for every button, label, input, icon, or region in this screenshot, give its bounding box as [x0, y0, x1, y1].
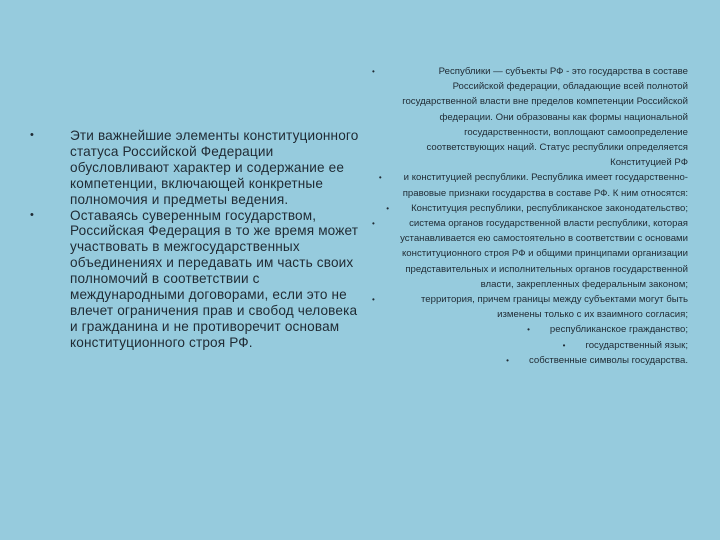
- right-bullet-list: [372, 64, 688, 368]
- list-item-text: собственные символы государства.: [528, 354, 688, 366]
- bullet-icon: •: [372, 295, 375, 305]
- list-item: [372, 170, 688, 200]
- bullet-icon: •: [527, 325, 530, 335]
- bullet-icon: •: [372, 219, 375, 229]
- list-item: [372, 216, 688, 292]
- bullet-icon: •: [372, 67, 375, 76]
- list-item-text: территория, причем границы между субъектами могут быть изменены только с их взаимного согласия;: [421, 294, 688, 321]
- bullet-icon: •: [30, 129, 35, 141]
- list-item-text: республиканское гражданство;: [549, 324, 688, 336]
- bullet-icon: •: [506, 355, 509, 365]
- bullet-icon: •: [386, 203, 390, 213]
- bullet-icon: •: [378, 173, 382, 183]
- list-item: [372, 338, 688, 353]
- list-item: [30, 208, 360, 351]
- list-item: [372, 64, 688, 170]
- list-item: [372, 201, 688, 216]
- list-item-text: Республики — субъекты РФ - это государства в составе Российской федерации, обладающие всей полнотой государственной власти вне пределов компетенции Российской федерации. Они образованы как формы национальной государственности, воплощают самоопределение соответствующих наций. Статус республики определяется Конституцией РФ: [402, 66, 688, 169]
- list-item-text: и конституцией республики. Республика имеет государственно-правовые признаки государства в составе РФ. К ним относятся:: [402, 172, 688, 199]
- list-item-text: Эти важнейшие элементы конституционного статуса Российской Федерации обусловливают характер и содержание ее компетенции, включающей конкретные полномочия и предметы ведения.: [70, 128, 359, 207]
- list-item: [30, 128, 360, 208]
- list-item-text: Оставаясь суверенным государством, Российская Федерация в то же время может участвовать в межгосударственных объединениях и передавать им часть своих полномочий в соответствии с международными договорами, если это не влечет ограничения прав и свобод человека и гражданина и не противоречит основам конституционного строя РФ.: [70, 207, 359, 350]
- bullet-icon: •: [30, 208, 35, 221]
- list-item: [372, 353, 688, 368]
- list-item-text: система органов государственной власти республики, которая устанавливается ею самостоятельно в соответствии с основами конституционного строя РФ и общими принципами организации представительных и исполнительных органов государственной власти, закрепленных федеральным законом;: [400, 218, 688, 290]
- list-item-text: Конституция республики, республиканское законодательство;: [411, 202, 688, 214]
- list-item-text: государственный язык;: [585, 339, 688, 351]
- list-item: [372, 292, 688, 322]
- left-bullet-list: [30, 128, 360, 351]
- list-item: [372, 322, 688, 337]
- bullet-icon: •: [562, 340, 566, 350]
